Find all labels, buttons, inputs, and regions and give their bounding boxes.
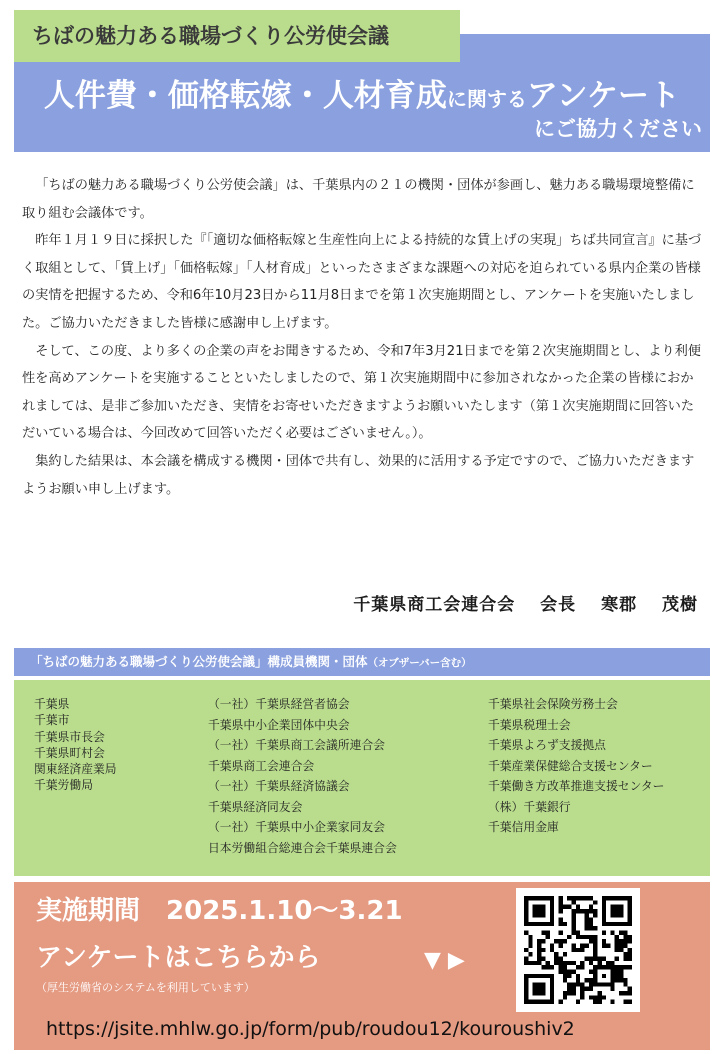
list-item: （一社）千葉県中小企業家同友会 [208, 820, 385, 834]
list-item: 千葉県経済同友会 [208, 799, 303, 814]
paragraph: 集約した結果は、本会議を構成する機関・団体で共有し、効果的に活用する予定ですので、ご協力いただきますようお願い申し上げます。 [22, 453, 695, 497]
paragraph: 昨年１月１９日に採択した『「適切な価格転嫁と生産性向上による持続的な賃上げの実現」ちば共同宣言』に基づく取組として、「賃上げ」「価格転嫁」「人材育成」といったさまざまな課題への対応を迫られている県内企業の皆様の実情を把握するため、令和6年10月23日から11月8日までを第１次実施期間とし、アンケートを実施いたしました。ご協力いただきました皆様に感謝申し上げます。 [22, 233, 702, 331]
list-item: （一社）千葉県経済協議会 [208, 779, 350, 793]
title-part1: 人件費・価格転嫁・人材育成 [43, 78, 447, 114]
list-item: 千葉県 [34, 697, 70, 711]
qr-code-icon[interactable] [516, 888, 640, 1012]
page-title [14, 76, 710, 119]
members-list [14, 680, 710, 876]
paragraph: そして、この度、より多くの企業の声をお聞きするため、令和7年3月21日までを第２次実施期間とし、より利便性を高めアンケートを実施することといたしましたので、第１次実施期間中に参加されなかった企業の皆様におかれましては、是非ご参加いただき、実情をお寄せいただきますようお願いいたします（第１次実施期間に回答いただいている場合は、今回改めて回答いただく必要はございません。）。 [22, 343, 701, 442]
arrow-icons: ▼ ▶ [424, 948, 465, 973]
org-tag: ちばの魅力ある職場づくり公労使会議 [14, 10, 460, 62]
list-item: （株）千葉銀行 [488, 799, 571, 814]
list-item: （一社）千葉県商工会議所連合会 [208, 738, 385, 752]
list-item: 千葉県商工会連合会 [208, 758, 315, 773]
members-header [14, 648, 710, 676]
period-value: 2025.1.10～3.21 [166, 896, 403, 926]
list-item: 千葉県市長会 [34, 729, 105, 744]
list-item: （一社）千葉県経営者協会 [208, 697, 350, 711]
members-column-2 [208, 694, 397, 858]
body-text [22, 172, 702, 503]
list-item: 日本労働組合総連合会千葉県連合会 [208, 840, 397, 855]
members-column-1 [34, 696, 117, 794]
list-item: 千葉市 [34, 713, 70, 728]
list-item: 千葉県よろず支援拠点 [488, 738, 606, 752]
list-item: 関東経済産業局 [34, 762, 117, 777]
title-part3: アンケート [526, 78, 681, 114]
members-header-title: 「ちばの魅力ある職場づくり公労使会議」構成員機関・団体 [30, 654, 368, 669]
members-column-3 [488, 694, 664, 838]
title-part2: に関する [446, 87, 527, 111]
qr-code-graphic [524, 896, 632, 1004]
list-item: 千葉県中小企業団体中央会 [208, 717, 350, 732]
period-label: 実施期間 [36, 896, 141, 926]
page-title-line2: にご協力ください [534, 117, 702, 141]
list-item: 千葉県社会保険労務士会 [488, 697, 618, 711]
period [36, 894, 403, 928]
signature: 千葉県商工会連合会 会長 寒郡 茂樹 [353, 595, 698, 615]
survey-cta[interactable]: アンケートはこちらから [36, 943, 321, 973]
list-item: 千葉県町村会 [34, 745, 105, 760]
survey-url-link[interactable]: https://jsite.mhlw.go.jp/form/pub/roudou12/kouroushiv2 [46, 1018, 575, 1040]
system-note: （厚生労働省のシステムを利用しています） [36, 981, 255, 994]
list-item: 千葉信用金庫 [488, 820, 559, 834]
list-item: 千葉働き方改革推進支援センター [488, 779, 665, 793]
list-item: 千葉県税理士会 [488, 717, 571, 732]
list-item: 千葉労働局 [34, 778, 93, 793]
paragraph: 「ちばの魅力ある職場づくり公労使会議」は、千葉県内の２１の機関・団体が参画し、魅力ある職場環境整備に取り組む会議体です。 [22, 178, 695, 221]
list-item: 千葉産業保健総合支援センター [488, 758, 653, 773]
members-header-sub: （オブザーバー含む） [367, 657, 472, 669]
